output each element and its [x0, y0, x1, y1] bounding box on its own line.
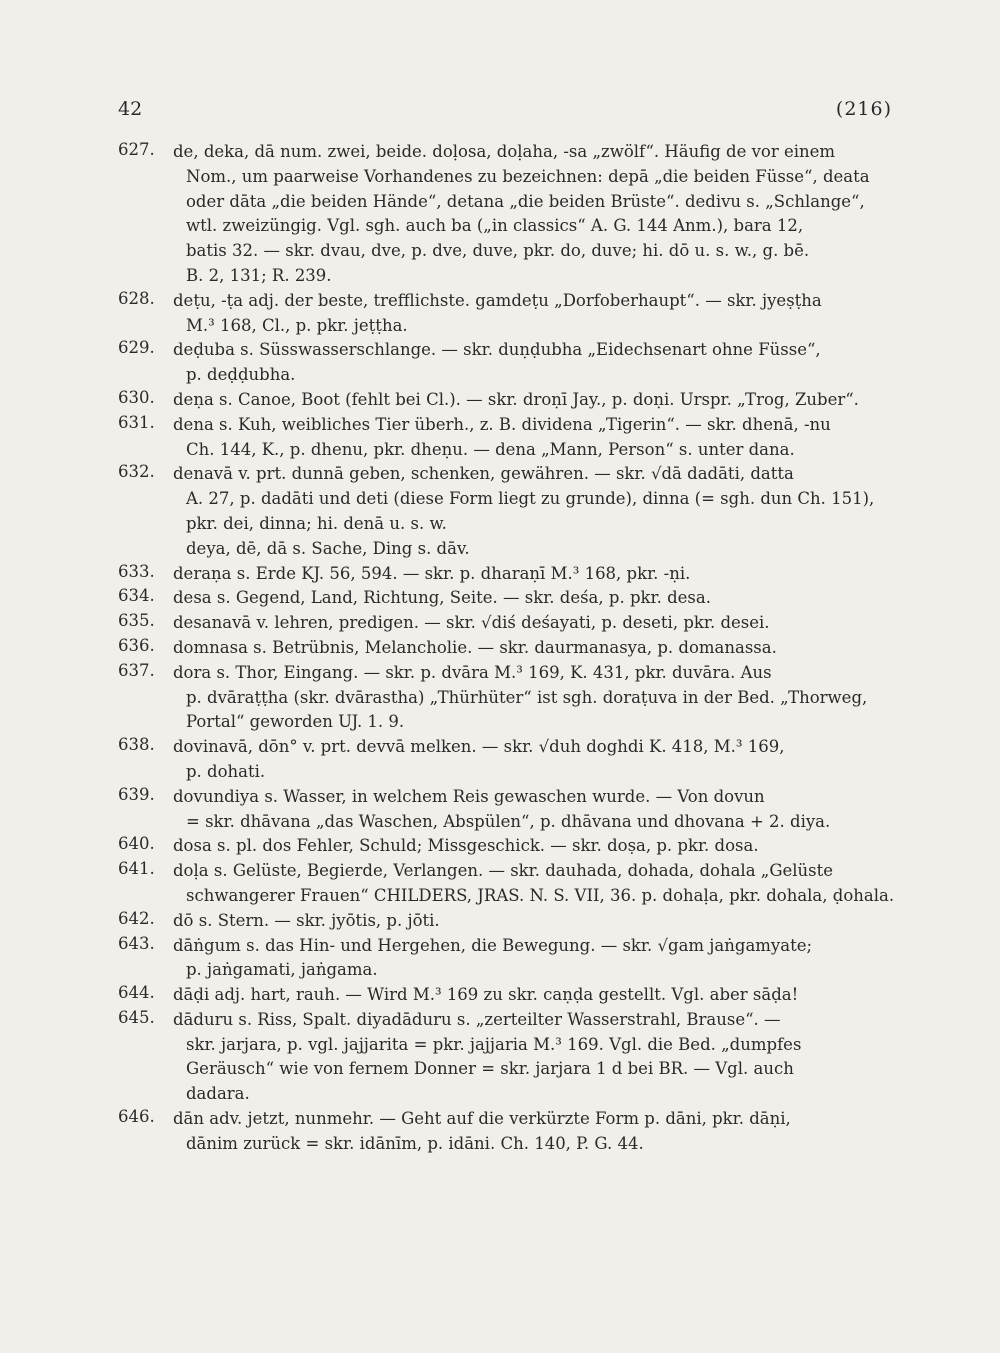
entry-line: Nom., um paarweise Vorhandenes zu bezeichnen: depā „die beiden Füsse“, deata	[186, 166, 870, 186]
entry-line: doḷa s. Gelüste, Begierde, Verlangen. — skr. dauhada, dohada, dohala „Gelüste	[173, 861, 834, 881]
entry-line: dovinavā, dōn° v. prt. devvā melken. — skr. √duh doghdi K. 418, M.³ 169,	[173, 737, 785, 757]
entry-number: 630.	[118, 387, 155, 407]
entry-number: 637.	[118, 660, 155, 680]
entry-line: Ch. 144, K., p. dhenu, pkr. dheṇu. — dena „Mann, Person“ s. unter dana.	[186, 439, 795, 459]
entry-line: dovundiya s. Wasser, in welchem Reis gewaschen wurde. — Von dovun	[173, 786, 765, 806]
entry-line: deṇa s. Canoe, Boot (fehlt bei Cl.). — skr. droṇī Jay., p. doṇi. Urspr. „Trog, Zuber“.	[173, 389, 859, 409]
entry-number: 646.	[118, 1107, 155, 1127]
entry-line: oder dāta „die beiden Hände“, detana „die beiden Brüste“. dedivu s. „Schlange“,	[186, 191, 865, 211]
entry-number: 645.	[118, 1007, 155, 1027]
dictionary-entry	[118, 735, 904, 785]
entry-line: M.³ 168, Cl., p. pkr. jeṭṭha.	[186, 315, 408, 335]
entry-line: domnasa s. Betrübnis, Melancholie. — skr. daurmanasya, p. domanassa.	[173, 637, 777, 657]
entry-number: 635.	[118, 611, 155, 631]
dictionary-entry	[118, 562, 904, 587]
dictionary-entry	[118, 785, 904, 835]
entry-number: 641.	[118, 859, 155, 879]
entry-number: 628.	[118, 288, 155, 308]
entry-line: dō s. Stern. — skr. jyōtis, p. jōti.	[173, 910, 440, 930]
entry-number: 643.	[118, 933, 155, 953]
entry-list	[118, 140, 904, 1157]
entry-line: dānim zurück = skr. idānīm, p. idāni. Ch. 140, P. G. 44.	[186, 1133, 644, 1153]
dictionary-entry	[118, 413, 904, 463]
dictionary-entry	[118, 586, 904, 611]
entry-number: 636.	[118, 635, 155, 655]
entry-number: 640.	[118, 834, 155, 854]
entry-line: deṭu, -ṭa adj. der beste, trefflichste. gamdeṭu „Dorfoberhaupt“. — skr. jyeṣṭha	[173, 290, 822, 310]
entry-line: dora s. Thor, Eingang. — skr. p. dvāra M.³ 169, K. 431, pkr. duvāra. Aus	[173, 662, 772, 682]
dictionary-entry	[118, 140, 904, 289]
entry-line: desanavā v. lehren, predigen. — skr. √diś deśayati, p. deseti, pkr. desei.	[173, 613, 770, 633]
dictionary-entry	[118, 462, 904, 561]
dictionary-entry	[118, 859, 904, 909]
entry-line: dosa s. pl. dos Fehler, Schuld; Missgeschick. — skr. doṣa, p. pkr. dosa.	[173, 836, 759, 856]
entry-line: deraṇa s. Erde KJ. 56, 594. — skr. p. dharaṇī M.³ 168, pkr. -ṇi.	[173, 563, 691, 583]
entry-line: deya, dē, dā s. Sache, Ding s. dāv.	[186, 538, 470, 558]
entry-line: dāṅgum s. das Hin- und Hergehen, die Bewegung. — skr. √gam jaṅgamyate;	[173, 935, 813, 955]
dictionary-entry	[118, 934, 904, 984]
dictionary-entry	[118, 834, 904, 859]
entry-line: dāduru s. Riss, Spalt. diyadāduru s. „zerteilter Wasserstrahl, Brause“. —	[173, 1009, 781, 1029]
entry-line: dān adv. jetzt, nunmehr. — Geht auf die verkürzte Form p. dāni, pkr. dāṇi,	[173, 1109, 791, 1129]
entry-line: deḍuba s. Süsswasserschlange. — skr. duṇḍubha „Eidechsenart ohne Füsse“,	[173, 340, 821, 360]
entry-line: skr. jarjara, p. vgl. jajjarita = pkr. jajjaria M.³ 169. Vgl. die Bed. „dumpfes	[186, 1034, 802, 1054]
entry-number: 632.	[118, 462, 155, 482]
dictionary-entry	[118, 983, 904, 1008]
entry-number: 633.	[118, 561, 155, 581]
entry-line: denavā v. prt. dunnā geben, schenken, gewähren. — skr. √dā dadāti, datta	[173, 464, 794, 484]
dictionary-entry	[118, 636, 904, 661]
entry-line: Portal“ geworden UJ. 1. 9.	[186, 712, 405, 732]
entry-line: p. jaṅgamati, jaṅgama.	[186, 960, 378, 980]
entry-number: 627.	[118, 140, 155, 159]
page-header	[118, 98, 892, 128]
dictionary-entry	[118, 338, 904, 388]
dictionary-entry	[118, 661, 904, 735]
dictionary-entry	[118, 289, 904, 339]
entry-line: p. dvāraṭṭha (skr. dvārastha) „Thürhüter“ ist sgh. doraṭuva in der Bed. „Thorweg,	[186, 687, 868, 707]
entry-line: dena s. Kuh, weibliches Tier überh., z. B. dividena „Tigerin“. — skr. dhenā, -nu	[173, 414, 831, 434]
entry-line: schwangerer Frauen“ CHILDERS, JRAS. N. S. VII, 36. p. dohaḷa, pkr. dohala, ḍohala.	[186, 885, 895, 905]
entry-line: p. dohati.	[186, 761, 266, 781]
entry-number: 644.	[118, 983, 155, 1003]
page-number: 42	[118, 98, 143, 120]
entry-line: dāḍi adj. hart, rauh. — Wird M.³ 169 zu skr. caṇḍa gestellt. Vgl. aber sāḍa!	[173, 985, 799, 1005]
entry-line: dadara.	[186, 1084, 250, 1104]
dictionary-entry	[118, 388, 904, 413]
dictionary-entry	[118, 1008, 904, 1107]
entry-number: 634.	[118, 586, 155, 606]
entry-line: p. deḍḍubha.	[186, 365, 296, 385]
entry-line: desa s. Gegend, Land, Richtung, Seite. — skr. deśa, p. pkr. desa.	[173, 588, 711, 608]
entry-line: A. 27, p. dadāti und deti (diese Form liegt zu grunde), dinna (= sgh. dun Ch. 151),	[186, 489, 875, 509]
entry-number: 638.	[118, 735, 155, 755]
dictionary-entry	[118, 909, 904, 934]
entry-line: wtl. zweizüngig. Vgl. sgh. auch ba („in classics“ A. G. 144 Anm.), bara 12,	[186, 216, 804, 236]
entry-line: de, deka, dā num. zwei, beide. doḷosa, doḷaha, -sa „zwölf“. Häufig de vor einem	[173, 142, 836, 161]
entry-number: 631.	[118, 412, 155, 432]
entry-line: = skr. dhāvana „das Waschen, Abspülen“, p. dhāvana und dhovana + 2. diya.	[186, 811, 831, 831]
entry-number: 629.	[118, 338, 155, 358]
entry-number: 642.	[118, 908, 155, 928]
dictionary-entry	[118, 611, 904, 636]
page-reference: (216)	[835, 98, 892, 120]
entry-line: pkr. dei, dinna; hi. denā u. s. w.	[186, 513, 447, 533]
entry-line: batis 32. — skr. dvau, dve, p. dve, duve, pkr. do, duve; hi. dō u. s. w., g. bē.	[186, 241, 810, 261]
entry-line: Geräusch“ wie von fernem Donner = skr. jarjara 1 d bei BR. — Vgl. auch	[186, 1059, 794, 1079]
entry-line: B. 2, 131; R. 239.	[186, 265, 332, 285]
entry-number: 639.	[118, 784, 155, 804]
dictionary-entry	[118, 1107, 904, 1157]
